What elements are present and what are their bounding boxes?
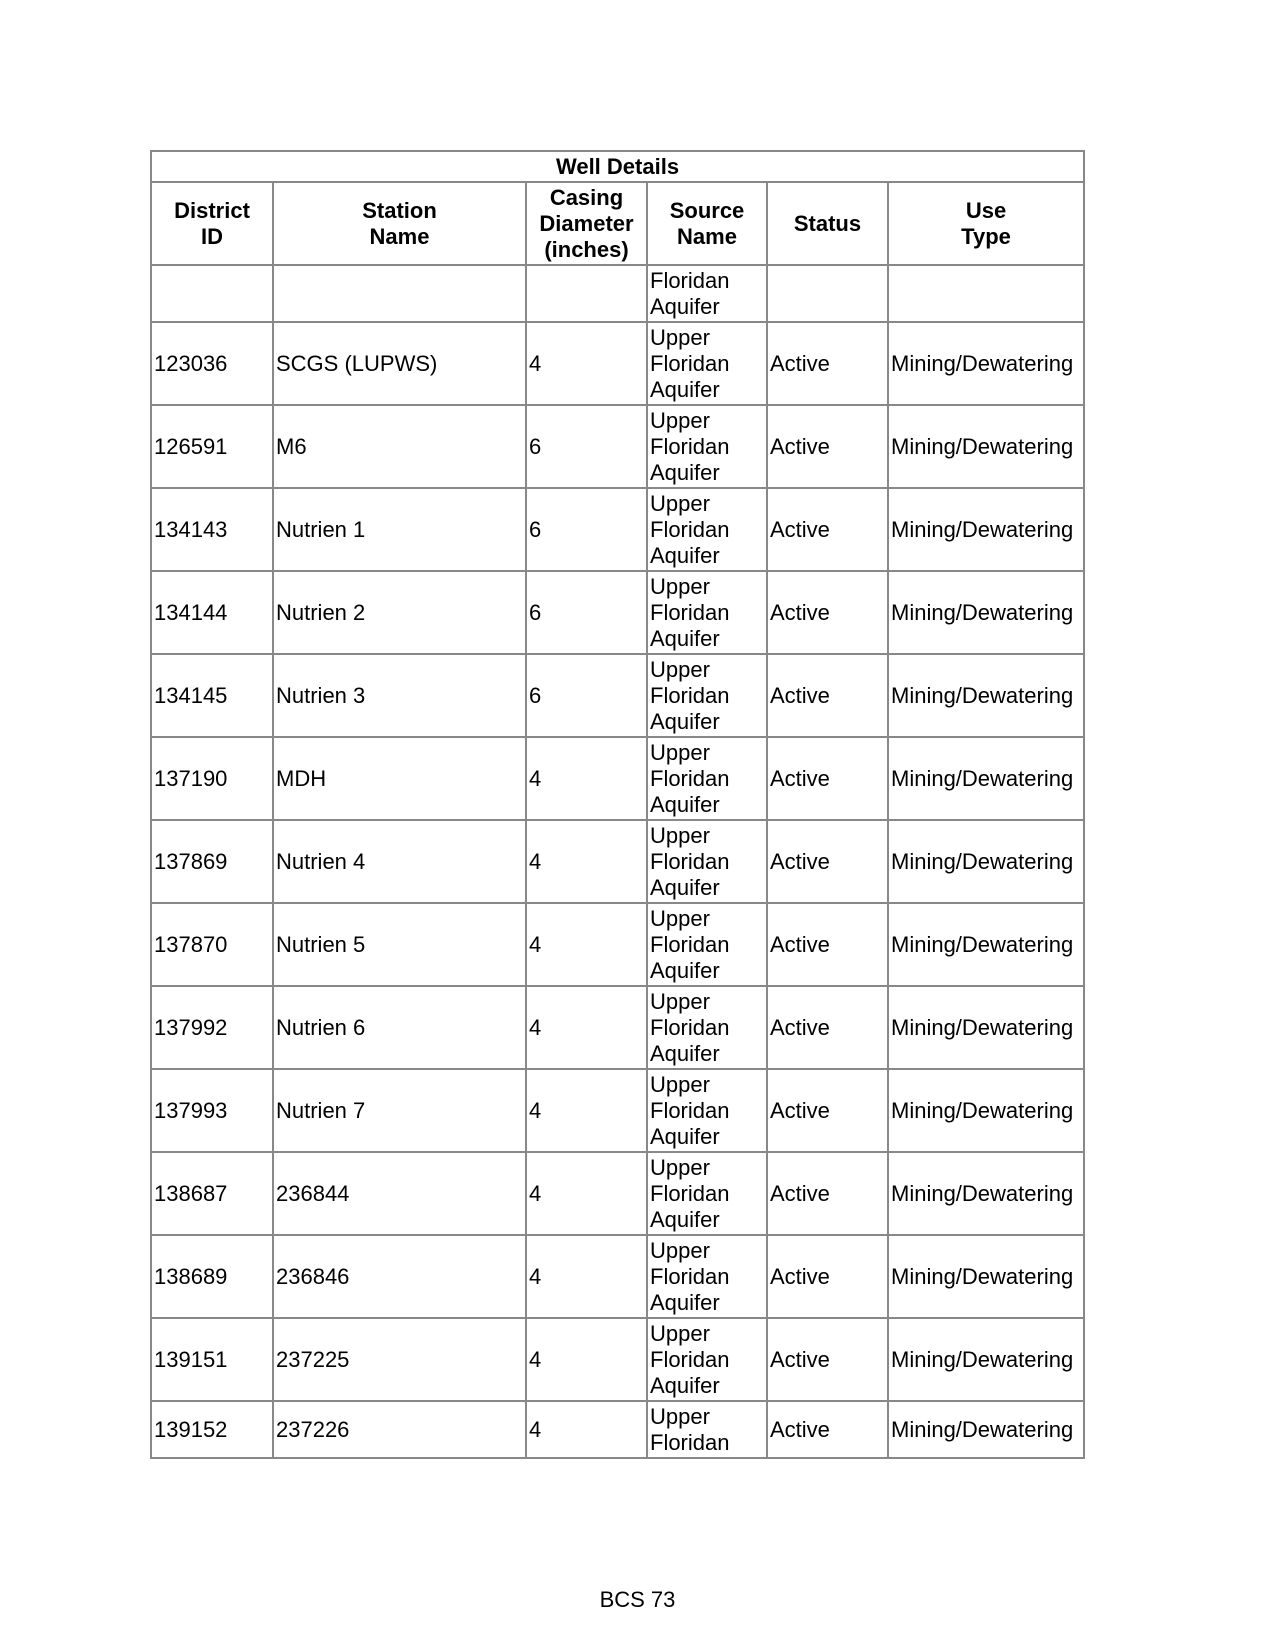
cell-casing-diameter: 4 xyxy=(526,1069,647,1152)
table-title-row xyxy=(151,151,1084,182)
cell-district-id: 139151 xyxy=(151,1318,273,1401)
cell-station-name: Nutrien 1 xyxy=(273,488,526,571)
cell-use-type: Mining/Dewatering xyxy=(888,820,1084,903)
cell-casing-diameter: 4 xyxy=(526,1318,647,1401)
column-header-row xyxy=(151,182,1084,265)
cell-source-name: Upper Floridan Aquifer xyxy=(647,986,767,1069)
table-row xyxy=(151,1318,1084,1401)
cell-use-type: Mining/Dewatering xyxy=(888,737,1084,820)
cell-source-name: Upper Floridan Aquifer xyxy=(647,654,767,737)
cell-casing-diameter: 4 xyxy=(526,1152,647,1235)
cell-status: Active xyxy=(767,1318,888,1401)
cell-district-id: 138687 xyxy=(151,1152,273,1235)
cell-casing-diameter xyxy=(526,265,647,322)
cell-casing-diameter: 4 xyxy=(526,322,647,405)
cell-status: Active xyxy=(767,1235,888,1318)
cell-status: Active xyxy=(767,986,888,1069)
cell-station-name: 236844 xyxy=(273,1152,526,1235)
cell-casing-diameter: 4 xyxy=(526,986,647,1069)
cell-district-id: 139152 xyxy=(151,1401,273,1458)
cell-casing-diameter: 4 xyxy=(526,1235,647,1318)
table-row xyxy=(151,322,1084,405)
table-row xyxy=(151,820,1084,903)
cell-use-type: Mining/Dewatering xyxy=(888,654,1084,737)
cell-use-type xyxy=(888,265,1084,322)
cell-casing-diameter: 4 xyxy=(526,903,647,986)
cell-source-name: Upper Floridan Aquifer xyxy=(647,820,767,903)
table-row xyxy=(151,737,1084,820)
cell-status: Active xyxy=(767,1152,888,1235)
cell-source-name: Upper Floridan xyxy=(647,1401,767,1458)
cell-use-type: Mining/Dewatering xyxy=(888,986,1084,1069)
cell-source-name: Upper Floridan Aquifer xyxy=(647,1235,767,1318)
column-header-station-name: Station Name xyxy=(273,182,526,265)
cell-status: Active xyxy=(767,571,888,654)
cell-casing-diameter: 6 xyxy=(526,488,647,571)
cell-district-id xyxy=(151,265,273,322)
table-title: Well Details xyxy=(151,151,1084,182)
cell-station-name: Nutrien 5 xyxy=(273,903,526,986)
cell-status: Active xyxy=(767,903,888,986)
cell-station-name: Nutrien 6 xyxy=(273,986,526,1069)
cell-source-name: Upper Floridan Aquifer xyxy=(647,737,767,820)
cell-station-name: 236846 xyxy=(273,1235,526,1318)
cell-status: Active xyxy=(767,1401,888,1458)
column-header-casing-diameter: Casing Diameter (inches) xyxy=(526,182,647,265)
cell-status: Active xyxy=(767,820,888,903)
cell-status: Active xyxy=(767,654,888,737)
cell-use-type: Mining/Dewatering xyxy=(888,1069,1084,1152)
table-row xyxy=(151,903,1084,986)
page-footer-label: BCS 73 xyxy=(599,1587,676,1612)
cell-district-id: 137870 xyxy=(151,903,273,986)
table-row xyxy=(151,654,1084,737)
table-row xyxy=(151,488,1084,571)
column-header-use-type: Use Type xyxy=(888,182,1084,265)
cell-district-id: 123036 xyxy=(151,322,273,405)
table-row xyxy=(151,405,1084,488)
cell-status: Active xyxy=(767,322,888,405)
cell-casing-diameter: 4 xyxy=(526,1401,647,1458)
cell-station-name: Nutrien 7 xyxy=(273,1069,526,1152)
cell-source-name: Upper Floridan Aquifer xyxy=(647,405,767,488)
column-header-district-id: District ID xyxy=(151,182,273,265)
cell-use-type: Mining/Dewatering xyxy=(888,322,1084,405)
cell-district-id: 126591 xyxy=(151,405,273,488)
cell-district-id: 134144 xyxy=(151,571,273,654)
cell-status: Active xyxy=(767,488,888,571)
cell-casing-diameter: 6 xyxy=(526,405,647,488)
table-row-last xyxy=(151,1401,1084,1458)
cell-district-id: 138689 xyxy=(151,1235,273,1318)
cell-source-name: Upper Floridan Aquifer xyxy=(647,488,767,571)
table-row xyxy=(151,986,1084,1069)
cell-district-id: 137993 xyxy=(151,1069,273,1152)
cell-status: Active xyxy=(767,405,888,488)
cell-casing-diameter: 4 xyxy=(526,820,647,903)
cell-district-id: 134145 xyxy=(151,654,273,737)
cell-station-name: Nutrien 4 xyxy=(273,820,526,903)
cell-source-name: Upper Floridan Aquifer xyxy=(647,1069,767,1152)
cell-status xyxy=(767,265,888,322)
cell-station-name: Nutrien 3 xyxy=(273,654,526,737)
cell-use-type: Mining/Dewatering xyxy=(888,571,1084,654)
cell-source-name: Floridan Aquifer xyxy=(647,265,767,322)
cell-district-id: 134143 xyxy=(151,488,273,571)
cell-use-type: Mining/Dewatering xyxy=(888,1401,1084,1458)
cell-source-name: Upper Floridan Aquifer xyxy=(647,1318,767,1401)
table-row xyxy=(151,1152,1084,1235)
cell-use-type: Mining/Dewatering xyxy=(888,1318,1084,1401)
cell-district-id: 137190 xyxy=(151,737,273,820)
cell-station-name: 237225 xyxy=(273,1318,526,1401)
cell-status: Active xyxy=(767,737,888,820)
column-header-source-name: Source Name xyxy=(647,182,767,265)
cell-casing-diameter: 6 xyxy=(526,654,647,737)
cell-station-name: 237226 xyxy=(273,1401,526,1458)
cell-use-type: Mining/Dewatering xyxy=(888,903,1084,986)
cell-source-name: Upper Floridan Aquifer xyxy=(647,571,767,654)
cell-district-id: 137992 xyxy=(151,986,273,1069)
cell-casing-diameter: 6 xyxy=(526,571,647,654)
table-row-continuation xyxy=(151,265,1084,322)
table-row xyxy=(151,1235,1084,1318)
cell-station-name xyxy=(273,265,526,322)
table-row xyxy=(151,571,1084,654)
cell-use-type: Mining/Dewatering xyxy=(888,1235,1084,1318)
column-header-status: Status xyxy=(767,182,888,265)
cell-status: Active xyxy=(767,1069,888,1152)
cell-source-name: Upper Floridan Aquifer xyxy=(647,322,767,405)
cell-casing-diameter: 4 xyxy=(526,737,647,820)
cell-use-type: Mining/Dewatering xyxy=(888,488,1084,571)
cell-source-name: Upper Floridan Aquifer xyxy=(647,903,767,986)
well-details-table xyxy=(150,150,1085,1459)
cell-use-type: Mining/Dewatering xyxy=(888,405,1084,488)
cell-district-id: 137869 xyxy=(151,820,273,903)
cell-use-type: Mining/Dewatering xyxy=(888,1152,1084,1235)
table-row xyxy=(151,1069,1084,1152)
cell-station-name: MDH xyxy=(273,737,526,820)
cell-source-name: Upper Floridan Aquifer xyxy=(647,1152,767,1235)
cell-station-name: Nutrien 2 xyxy=(273,571,526,654)
cell-station-name: M6 xyxy=(273,405,526,488)
cell-station-name: SCGS (LUPWS) xyxy=(273,322,526,405)
